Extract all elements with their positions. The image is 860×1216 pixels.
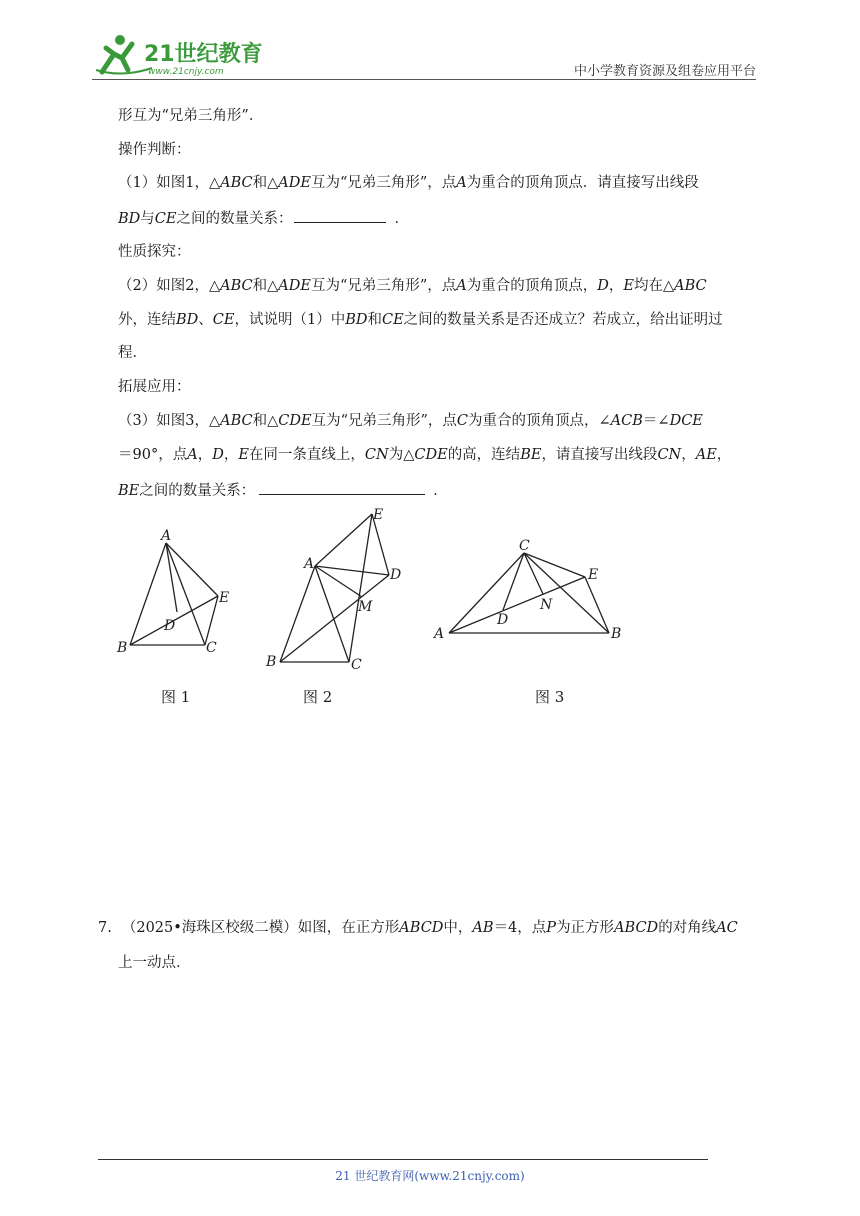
figure-2 xyxy=(260,500,410,675)
text-line-7: 外，连结BD、CE，试说明（1）中BD和CE之间的数量关系是否还成立？若成立，给出证明过 xyxy=(118,312,723,328)
platform-name: 中小学教育资源及组卷应用平台 xyxy=(573,64,756,79)
question-7-line-2: 上一动点． xyxy=(118,955,191,971)
fig1-label-a: A xyxy=(161,528,172,544)
text-line-11: ＝90°，点A，D，E在同一条直线上，CN为△CDE的高，连结BE，请直接写出线段CN，AE， xyxy=(118,447,732,463)
answer-blank-1[interactable] xyxy=(294,208,386,223)
text-line-5: 性质探究： xyxy=(118,244,191,260)
footer-link[interactable]: 21 世纪教育网(www.21cnjy.com) xyxy=(335,1169,525,1183)
text-line-3: （1）如图1，△ABC和△ADE互为“兄弟三角形”，点A为重合的顶角顶点．请直接写出线段 xyxy=(118,175,699,191)
text-line-12: BE之间的数量关系： ． xyxy=(118,480,448,501)
fig2-label-e: E xyxy=(373,507,384,523)
svg-text:www.21cnjy.com: www.21cnjy.com xyxy=(148,67,224,77)
fig3-label-d: D xyxy=(497,612,509,628)
svg-text:21世纪教育: 21世纪教育 xyxy=(144,42,262,67)
fig1-label-d: D xyxy=(164,618,176,634)
text-line-4: BD与CE之间的数量关系： ． xyxy=(118,208,409,229)
fig2-label-c: C xyxy=(351,657,362,673)
fig2-label-d: D xyxy=(390,567,402,583)
header-divider xyxy=(92,79,756,80)
fig1-label-c: C xyxy=(206,640,217,656)
fig2-label-b: B xyxy=(266,654,277,670)
fig3-label-e: E xyxy=(588,567,599,583)
text-line-9: 拓展应用： xyxy=(118,379,191,395)
figure-1-caption: 图 1 xyxy=(161,688,191,706)
figure-1 xyxy=(110,525,240,665)
fig2-label-m: M xyxy=(358,599,373,615)
footer-divider xyxy=(98,1159,708,1160)
fig1-label-e: E xyxy=(219,590,230,606)
text-line-2: 操作判断： xyxy=(118,142,191,158)
fig1-label-b: B xyxy=(117,640,128,656)
question-7-line-1: 7. （2025•海珠区校级二模）如图，在正方形ABCD中，AB＝4，点P为正方形ABCD的对角线AC xyxy=(98,920,738,936)
text-line-8: 程． xyxy=(118,345,147,361)
text-line-6: （2）如图2，△ABC和△ADE互为“兄弟三角形”，点A为重合的顶角顶点，D，E均在△ABC xyxy=(118,278,707,294)
fig3-label-n: N xyxy=(540,597,553,613)
fig3-label-a: A xyxy=(434,626,445,642)
text-line-1: 形互为“兄弟三角形”． xyxy=(118,108,264,124)
fig3-label-c: C xyxy=(519,538,530,554)
figure-3-caption: 图 3 xyxy=(535,688,565,706)
text-line-10: （3）如图3，△ABC和△CDE互为“兄弟三角形”，点C为重合的顶角顶点，∠ACB＝∠DCE xyxy=(118,413,703,429)
fig3-label-b: B xyxy=(611,626,622,642)
site-logo xyxy=(92,32,262,78)
figure-2-caption: 图 2 xyxy=(303,688,333,706)
answer-blank-2[interactable] xyxy=(259,480,425,495)
fig2-label-a: A xyxy=(304,556,315,572)
figure-3 xyxy=(430,535,630,645)
